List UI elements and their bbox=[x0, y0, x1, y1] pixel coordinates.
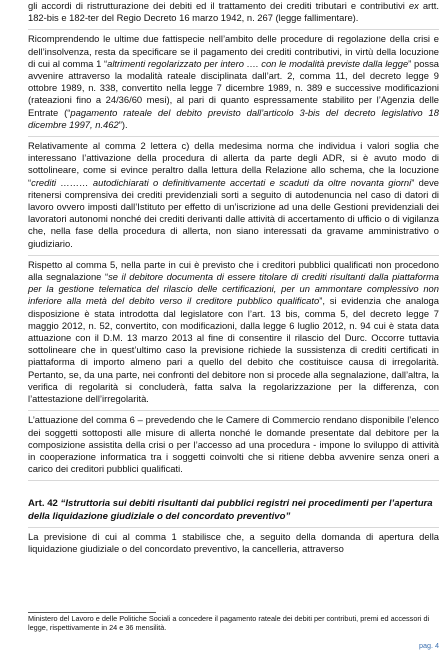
paragraph-3 bbox=[28, 137, 439, 256]
italic-quote: pagamento rateale del debito previsto dall’articolo 3-bis del decreto legislativo 18 dicembre 1997, n.462 bbox=[28, 106, 439, 130]
italic-quote: crediti ……… autodichiarati o definitivamente accertati e scaduti da oltre novanta giorni bbox=[31, 176, 412, 188]
italic-quote: se il debitore documenta di essere titolare di crediti risultanti dalla piattaforma per la gestione telematica del rilascio delle certificazioni, per un ammontare complessivo non inferiore alla metà del debito verso il creditore pubblico qualificato bbox=[28, 271, 439, 307]
text-run: Rispetto al comma 5, nella parte in cui è previsto che i creditori pubblici qualificati non procedono alla segnalazione “ bbox=[28, 258, 439, 283]
text-run: ”, si evidenzia che analoga disposizione è stata introdotta dal legislatore con l’art. 13 bis, comma 5, del decreto legge 7 maggio 2012, n. 52, convertito, con modificazioni, dalla legge 6 luglio 2012, n. 94 cui è stata data attuazione con il D.M. 13 marzo 2013 al fine di consentire il rilascio del Durc. Occorre tuttavia sottolineare che in quest’ultimo caso la previsione richiede la sussistenza di crediti certificati in piattaforma di importo almeno pari a quello del debito che costituisce causa di irregolarità. Pertanto, se, da una parte, nei confronti del debitore non si procede alla segnalazione, dall’altra, la verifica di regolarità si concluderà, fatta salva la regolarizzazione per la differenza, con l’attestazione dell’irregolarità. bbox=[28, 295, 439, 405]
body-paragraphs bbox=[28, 0, 439, 481]
page-number: pag. 4 bbox=[419, 641, 439, 650]
text-run: artt. 182-bis e 182-ter del Regio Decreto 16 marzo 1942, n. 267 (legge fallimentare). bbox=[28, 0, 439, 24]
footnote-text: Ministero del Lavoro e delle Politiche Sociali a concedere il pagamento rateale dei debiti per contributi, premi ed accessori di legge, rispettivamente in 24 e 36 mensilità. bbox=[28, 614, 430, 633]
paragraph-2 bbox=[28, 30, 439, 137]
italic-quote: altrimenti regolarizzato per intero …. con le modalità previste dalla legge bbox=[107, 57, 409, 69]
paragraph-1 bbox=[28, 0, 439, 30]
text-run: gli accordi di ristrutturazione dei debiti ed il trattamento dei crediti tributari e contributivi bbox=[28, 0, 409, 11]
text-run: Ricomprendendo le ultime due fattispecie nell’ambito delle procedure di regolazione della crisi e dell’insolvenza, resta da specificare se il pagamento dei crediti contributivi, in virtù della locuzione di cui al comma 1 “ bbox=[28, 33, 439, 69]
text-run: ” possa avvenire attraverso la modalità rateale disciplinata dall’art. 2, comma 11, del decreto legge 9 ottobre 1989, n. 338, convertito nella legge 7 dicembre 1989, n. 389 e successive modificazioni (rateazioni fino a 24/36/60 mesi), al pari di quanto espressamente stabilito per l’Agenzia delle Entrate (“ bbox=[28, 57, 439, 118]
footnote-divider bbox=[28, 612, 156, 613]
article-heading bbox=[28, 498, 439, 528]
text-run: ”). bbox=[118, 118, 128, 130]
paragraph-5 bbox=[28, 411, 439, 481]
section-gap bbox=[28, 481, 439, 498]
italic-quote: ex bbox=[408, 0, 419, 11]
paragraph-4 bbox=[28, 256, 439, 411]
article-title: “Istruttoria sui debiti risultanti dai pubblici registri nei procedimenti per l’apertura della liquidazione giudiziale o del concordato preventivo” bbox=[28, 498, 433, 522]
text-run: Relativamente al comma 2 lettera c) della medesima norma che individua i valori soglia che interessano l’attivazione della procedura di allerta da parte degli ADR, si è avuto modo di sottolineare, come si evince peraltro dalla lettura della Relazione allo schema, che la locuzione “ bbox=[28, 140, 439, 188]
document-page bbox=[28, 0, 439, 650]
article-number: Art. 42 bbox=[28, 498, 58, 510]
paragraph-6: La previsione di cui al comma 1 stabilisce che, a seguito della domanda di apertura della liquidazione giudiziale o del concordato preventivo, la cancelleria, attraverso bbox=[28, 531, 439, 555]
text-run: L’attuazione del comma 6 – prevedendo che le Camere di Commercio rendano disponibile l’elenco dei soggetti sottoposti alle misure di allerta nonché le domande presentate dal debitore per la composizione assistita della crisi o per l’accesso ad una procedura - impone lo sviluppo di attività in cooperazione informatica tra i soggetti coinvolti che si ritiene debba avvenire senza oneri a carico dei creditori pubblici qualificati. bbox=[28, 414, 439, 475]
text-run: ” deve ritenersi comprensiva dei crediti previdenziali sorti a seguito di autodenuncia nel caso di datori di lavoro ovvero imposti dall’Istituto per effetto di un’iscrizione ad una delle Gestioni previdenziali dei lavoratori autonomi nonché dei crediti derivanti dalle attività di accertamento di ufficio o di vigilanza che, nella fase della procedura di allerta, non siano interessati da gravame amministrativo o giudiziario. bbox=[28, 176, 439, 249]
